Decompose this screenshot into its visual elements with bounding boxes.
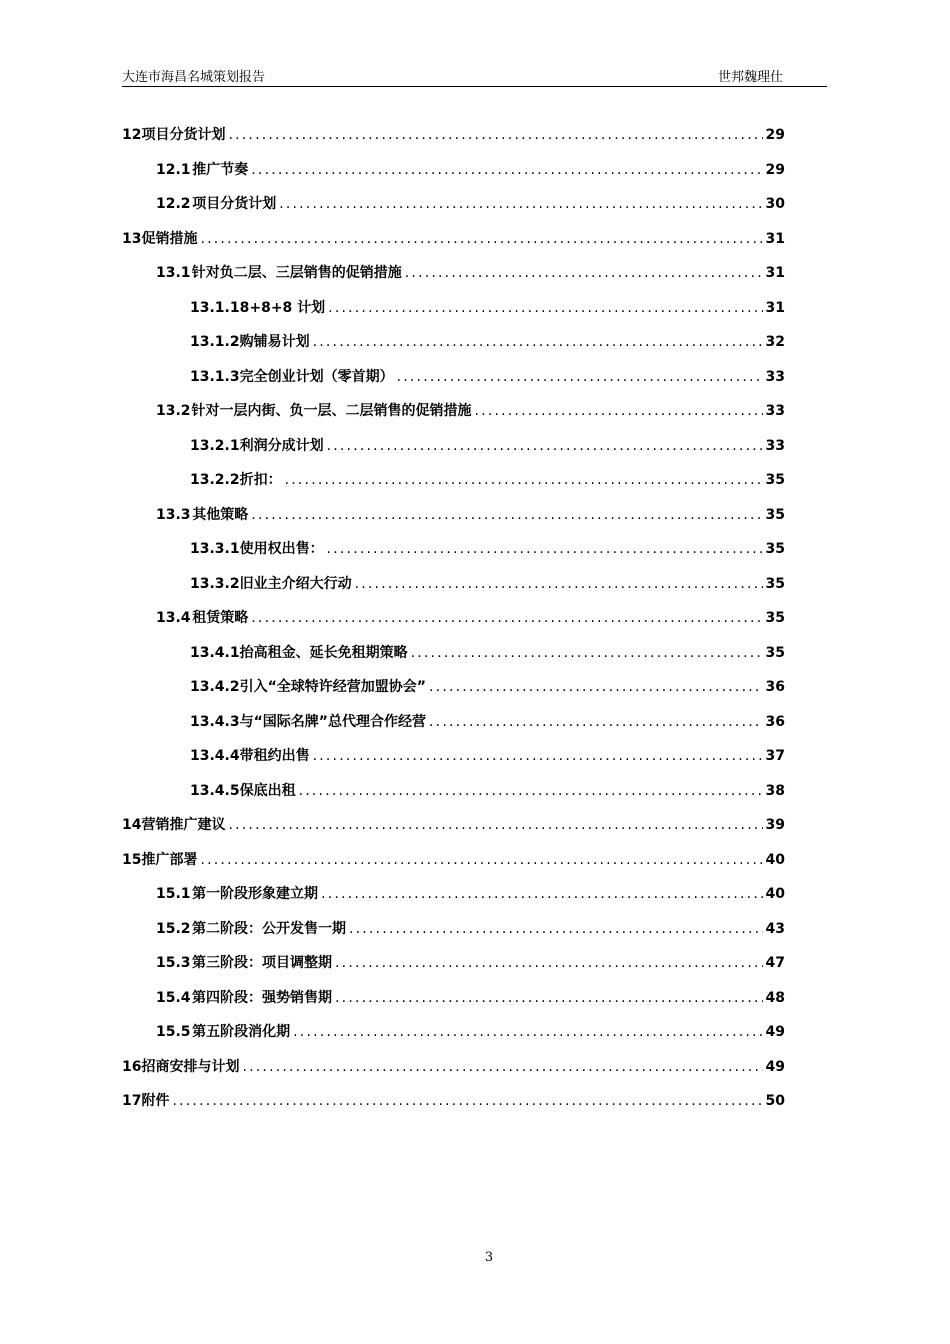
toc-entry-page: 49 [765,1024,785,1040]
toc-dot-leader [313,748,763,764]
toc-dot-leader [293,1024,762,1040]
toc-entry-page: 38 [765,782,785,799]
toc-entry-page: 31 [765,230,785,247]
toc-dot-leader [228,817,762,833]
toc-entry-page: 33 [765,403,785,419]
toc-entry-page: 35 [765,472,785,488]
toc-entry-title: 使用权出售： [239,541,324,557]
header-company-name: 世邦魏理仕 [717,70,783,85]
toc-entry-page: 40 [765,886,785,902]
toc-dot-leader [251,507,762,523]
toc-entry-title: 旧业主介绍大行动 [239,575,352,592]
toc-entry-page: 35 [765,541,785,557]
toc-entry-number: 15.2 [156,920,191,937]
toc-entry-title: 针对负二层、三层销售的促销措施 [191,265,402,281]
toc-entry[interactable] [156,159,785,179]
toc-entry-number: 13.4.1 [190,644,240,661]
toc-dot-leader [355,576,763,592]
toc-entry[interactable] [156,918,785,938]
toc-entry[interactable] [156,262,785,282]
toc-entry[interactable] [122,1056,785,1076]
toc-dot-leader [429,679,763,695]
toc-entry[interactable] [190,435,785,455]
toc-entry-number: 13.4.2 [190,679,240,695]
toc-dot-leader [328,300,762,316]
toc-dot-leader [313,334,763,350]
toc-dot-leader [335,990,763,1006]
toc-entry-number: 13.1.3 [190,368,240,385]
toc-entry-number: 13.4.5 [190,782,240,799]
toc-entry[interactable] [190,711,785,731]
toc-dot-leader [172,1093,762,1109]
toc-dot-leader [228,127,762,143]
toc-entry-title: 带租约出售 [239,748,310,764]
toc-dot-leader [397,369,763,385]
toc-entry[interactable] [190,331,785,351]
toc-dot-leader [411,645,763,661]
toc-entry-page: 35 [765,575,785,592]
toc-entry-page: 33 [765,437,785,454]
toc-entry-number: 13.3.1 [190,541,240,557]
toc-dot-leader [321,886,762,902]
toc-entry-title: 第二阶段：公开发售一期 [191,920,346,937]
toc-entry-number: 13 [122,230,142,247]
toc-entry[interactable] [190,745,785,765]
toc-entry[interactable] [122,814,785,834]
toc-entry-number: 13.3 [156,506,191,523]
toc-entry-page: 49 [765,1058,785,1075]
toc-entry-page: 29 [765,127,785,143]
toc-entry-title: 8+8+8 计划 [239,299,326,316]
toc-entry-page: 35 [765,610,785,626]
toc-entry[interactable] [190,297,785,317]
toc-entry-number: 12.2 [156,196,191,212]
toc-entry-number: 12 [122,127,142,143]
toc-entry-title: 推广部署 [141,851,198,868]
toc-dot-leader [299,783,763,799]
toc-entry-title: 第一阶段形象建立期 [192,886,319,902]
toc-entry-page: 29 [765,161,785,178]
toc-entry-title: 促销措施 [141,230,198,247]
toc-entry-page: 50 [765,1093,785,1109]
toc-entry-page: 35 [765,644,785,661]
toc-entry-page: 48 [765,989,785,1006]
toc-entry-title: 第四阶段：强势销售期 [192,989,333,1006]
toc-dot-leader [405,265,763,281]
toc-entry[interactable] [190,642,785,662]
toc-entry-title: 第三阶段：项目调整期 [192,955,333,971]
header-document-title: 大连市海昌名城策划报告 [122,70,266,85]
toc-dot-leader [200,852,762,868]
toc-entry-title: 引入“全球特许经营加盟协会” [239,679,427,695]
toc-entry-title: 其他策略 [192,506,249,523]
toc-dot-leader [251,162,762,178]
toc-entry-number: 12.1 [156,161,191,178]
toc-entry[interactable] [190,780,785,800]
toc-entry[interactable] [190,366,785,386]
toc-entry[interactable] [122,228,785,248]
toc-entry-title: 推广节奏 [192,161,249,178]
toc-entry[interactable] [190,573,785,593]
toc-entry-title: 购铺易计划 [239,334,310,350]
toc-entry-page: 30 [765,196,785,212]
toc-entry-number: 13.4.3 [190,713,240,730]
toc-entry-title: 抬高租金、延长免租期策略 [239,644,408,661]
toc-entry-number: 15.5 [156,1024,191,1040]
toc-entry-page: 36 [765,679,785,695]
toc-entry-number: 13.1.2 [190,334,240,350]
toc-entry-page: 35 [765,506,785,523]
toc-entry-title: 保底出租 [239,782,296,799]
toc-entry-number: 15.1 [156,886,191,902]
toc-dot-leader [279,196,762,212]
toc-entry-title: 营销推广建议 [141,817,226,833]
toc-entry[interactable] [122,124,785,144]
toc-entry-page: 32 [765,334,785,350]
toc-entry-page: 47 [765,955,785,971]
toc-entry-number: 13.2 [156,403,191,419]
toc-entry-title: 第五阶段消化期 [192,1024,291,1040]
toc-entry-page: 43 [765,920,785,937]
toc-dot-leader [335,955,763,971]
toc-dot-leader [285,472,763,488]
toc-entry-page: 37 [765,748,785,764]
toc-entry-title: 附件 [141,1093,170,1109]
toc-entry-number: 14 [122,817,142,833]
toc-entry[interactable] [156,607,785,627]
toc-entry-number: 13.2.1 [190,437,240,454]
toc-dot-leader [251,610,762,626]
toc-dot-leader [242,1059,762,1075]
toc-entry-title: 针对一层内街、负一层、二层销售的促销措施 [191,403,472,419]
toc-entry-number: 13.1.1 [190,299,240,316]
page-header [122,66,827,87]
toc-entry[interactable] [156,952,785,972]
toc-entry-title: 招商安排与计划 [141,1058,240,1075]
toc-entry-title: 完全创业计划（零首期） [239,368,394,385]
toc-dot-leader [349,921,763,937]
toc-entry-number: 13.4 [156,610,191,626]
toc-entry-page: 33 [765,368,785,385]
toc-entry[interactable] [190,469,785,489]
toc-entry[interactable] [156,1021,785,1041]
toc-entry[interactable] [156,504,785,524]
toc-dot-leader [429,714,763,730]
toc-entry-number: 15.4 [156,989,191,1006]
toc-entry-title: 租赁策略 [192,610,249,626]
toc-entry-number: 13.1 [156,265,191,281]
toc-entry[interactable] [156,987,785,1007]
toc-entry-title: 折扣： [239,472,282,488]
toc-entry-number: 13.4.4 [190,748,240,764]
toc-entry-page: 40 [765,851,785,868]
toc-entry[interactable] [122,849,785,869]
toc-entry-title: 项目分货计划 [192,196,277,212]
toc-entry[interactable] [190,676,785,696]
toc-entry-number: 13.3.2 [190,575,240,592]
toc-entry[interactable] [156,400,785,420]
toc-entry[interactable] [122,1090,785,1110]
page-number: 3 [484,1250,494,1265]
toc-entry-page: 36 [765,713,785,730]
toc-entry-page: 39 [765,817,785,833]
toc-dot-leader [475,403,763,419]
toc-entry-title: 与“国际名牌”总代理合作经营 [239,713,427,730]
toc-entry-number: 15.3 [156,955,191,971]
toc-entry-number: 17 [122,1093,142,1109]
toc-entry[interactable] [190,538,785,558]
toc-entry-page: 31 [765,265,785,281]
toc-entry-number: 16 [122,1058,142,1075]
toc-dot-leader [200,231,762,247]
toc-dot-leader [327,541,763,557]
toc-entry-number: 13.2.2 [190,472,240,488]
toc-entry-title: 项目分货计划 [141,127,226,143]
toc-entry[interactable] [156,193,785,213]
toc-entry-page: 31 [765,299,785,316]
toc-entry-number: 15 [122,851,142,868]
toc-entry[interactable] [156,883,785,903]
toc-dot-leader [327,438,763,454]
toc-entry-title: 利润分成计划 [239,437,324,454]
